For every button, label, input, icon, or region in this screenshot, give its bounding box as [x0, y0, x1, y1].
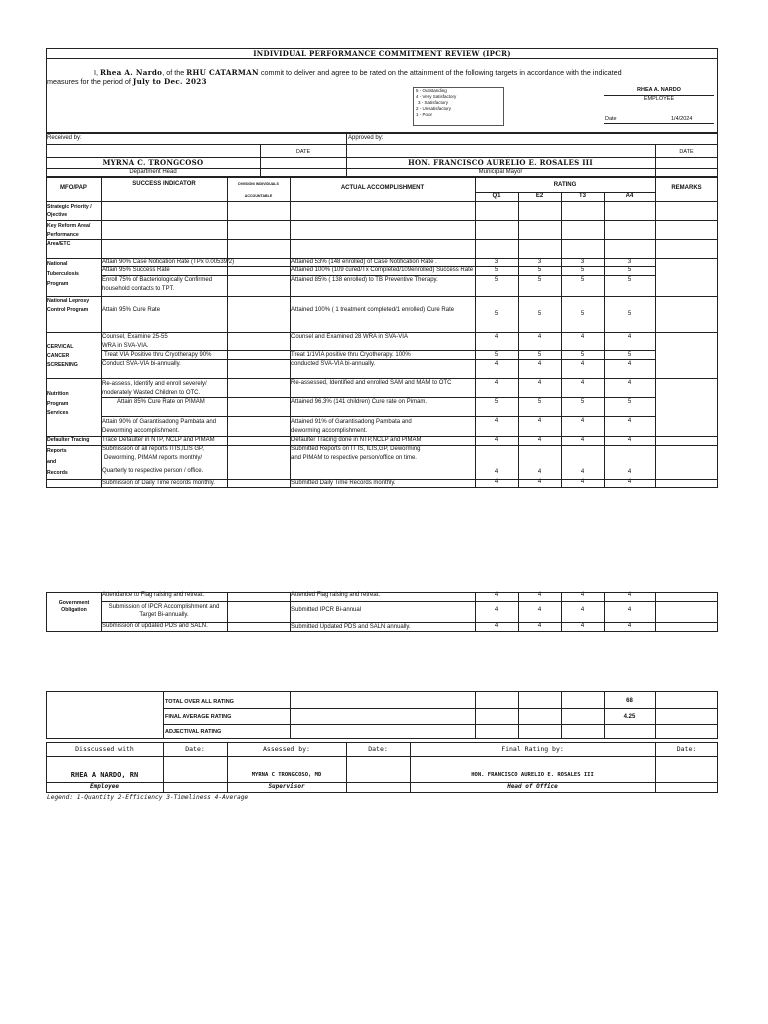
rating-e2-cell: 4 — [537, 607, 542, 613]
header-actual: ACTUAL ACCOMPLISHMENT — [340, 185, 425, 191]
actual-accomplishment-cell: conducted SVA-VIA bi-annually. — [291, 361, 376, 367]
table-header-line — [46, 201, 718, 202]
rating-q1-cell: 5 — [494, 277, 499, 283]
header-t3: T3 — [578, 193, 586, 199]
adjectival-rating-label: ADJECTIVAL RATING — [165, 729, 222, 735]
mayor-role: Municipal Mayor — [478, 169, 523, 175]
total-rating-label: TOTAL OVER ALL RATING — [165, 699, 234, 705]
row-line — [46, 378, 718, 379]
rating-q1-cell: 5 — [494, 352, 499, 358]
success-indicator-cell: Trace Defaulter in NTP, NCLP and PIMAM — [102, 437, 215, 443]
col-divider — [163, 691, 164, 739]
rating-e2-cell: 5 — [537, 277, 542, 283]
header-accountable: ACCOUNTABLE — [244, 194, 273, 198]
success-indicator-cell: Submission of Daily Time records monthly. — [102, 480, 215, 486]
actual-accomplishment-cell: Submitted Reports on IT IS, ILIS,GP, Deworming — [291, 446, 421, 452]
office-name: RHU CATARMAN — [186, 68, 259, 77]
rating-period: July to Dec. 2023 — [132, 77, 207, 86]
actual-accomplishment-cell: Attained 85% ( 138 enrolled) to TB Preventive Therapy. — [291, 277, 438, 283]
department-head-name: MYRNA C. TRONGCOSO — [102, 158, 204, 167]
commit-pre: I, — [94, 68, 100, 77]
assessed-date-label: Date: — [368, 745, 388, 753]
rating-t3-cell: 4 — [580, 592, 585, 598]
row-line — [163, 708, 718, 709]
rating-t3-cell: 4 — [580, 469, 585, 475]
rating-e2-cell: 5 — [537, 352, 542, 358]
header-q1: Q1 — [492, 193, 501, 199]
employee-footer-name: RHEA A NARDO, RN — [70, 771, 139, 779]
final-rating-label: Final Rating by: — [501, 745, 564, 753]
rating-a4-cell: 5 — [627, 267, 632, 273]
scale-item: 5 - Outstanding — [416, 88, 447, 93]
success-indicator-cell: Attain 95% Cure Rate — [102, 307, 161, 313]
col-divider — [655, 592, 656, 632]
approved-date-label: DATE — [679, 149, 694, 155]
discussed-with-label: Disscussed with — [75, 745, 134, 753]
rating-a4-cell: 4 — [627, 418, 632, 424]
rating-t3-cell: 5 — [580, 352, 585, 358]
commitment-line-1 — [94, 68, 622, 77]
rating-a4-cell: 5 — [627, 277, 632, 283]
rating-a4-cell: 4 — [627, 623, 632, 629]
employee-signature-role: EMPLOYEE — [643, 96, 675, 102]
success-indicator-cell: Attain 90% Case Notication Rate (TPx 0.00539/2) — [102, 259, 235, 265]
row-line — [101, 350, 655, 351]
rating-t3-cell: 4 — [580, 437, 585, 443]
rating-e2-cell: 5 — [537, 311, 542, 317]
actual-accomplishment-cell: Attained 91% of Garantisadong Pambata and deworming accomplishment. — [291, 419, 412, 434]
final-date-label: Date: — [676, 745, 697, 753]
rating-t3-cell: 4 — [580, 479, 585, 485]
head-footer-name: HON. FRANCISCO AURELIO E. ROSALES III — [471, 772, 594, 778]
header-mfo: MFO/PAP — [60, 185, 87, 191]
date-line — [604, 123, 714, 124]
rating-q1-cell: 4 — [494, 437, 499, 443]
header-title-divider — [46, 58, 718, 59]
rating-q1-cell: 5 — [494, 267, 499, 273]
row-line — [46, 756, 718, 757]
scale-item: 1 - Poor — [416, 112, 433, 117]
row-line — [101, 416, 655, 417]
rating-q1-cell: 4 — [494, 479, 499, 485]
rating-e2-cell: 5 — [537, 267, 542, 273]
success-indicator-cell: Attain 85% Cure Rate on PIMAM — [117, 399, 205, 405]
document-title: INDIVIDUAL PERFORMANCE COMMITMENT REVIEW (IPCR) — [253, 49, 511, 58]
rating-t3-cell: 4 — [580, 361, 585, 367]
success-indicator-cell: Quarterly to respective person / office. — [102, 468, 204, 474]
actual-accomplishment-cell: Submitted Daily Time Records monthly. — [291, 480, 396, 486]
success-indicator-cell: Attendance to Flag raising and retreat. — [102, 592, 205, 598]
employee-name-inline: Rhea A. Nardo — [100, 68, 163, 77]
rating-e2-cell: 4 — [537, 469, 542, 475]
head-footer-role: Head of Office — [507, 783, 558, 790]
assessed-by-label: Assessed by: — [263, 745, 310, 753]
actual-accomplishment-cell: Attained 96.3% (141 children) Cure rate on Pimam. — [291, 399, 428, 405]
rating-t3-cell: 5 — [580, 311, 585, 317]
section-ntp: National Tuberculosis Program — [47, 261, 79, 287]
signoff-line — [46, 144, 718, 145]
rating-t3-cell: 4 — [580, 418, 585, 424]
row-line — [101, 359, 655, 360]
rating-a4-cell: 4 — [627, 592, 632, 598]
actual-accomplishment-cell: Submitted Updated PDS and SALN annually. — [291, 624, 411, 630]
rating-a4-cell: 4 — [627, 479, 632, 485]
header-e2: E2 — [535, 193, 544, 199]
rating-q1-cell: 4 — [494, 361, 499, 367]
rating-t3-cell: 4 — [580, 607, 585, 613]
scale-item: 3 - Satisfactory — [418, 100, 449, 105]
rating-e2-cell: 3 — [537, 259, 542, 265]
actual-accomplishment-cell: Attended Flag raising and retreat. — [291, 592, 381, 598]
department-head-role: Department Head — [129, 169, 177, 175]
commit-line2-pre: measures for the period of — [47, 77, 133, 86]
scale-item: 4 - Very Satisfactory — [416, 94, 457, 99]
commit-mid: , of the — [162, 68, 187, 77]
row-line — [101, 601, 718, 602]
rating-q1-cell: 5 — [494, 399, 499, 405]
section-strategic: Strategic Priority / Ojective — [47, 204, 92, 218]
success-indicator-cell: Attain 95% Success Rate — [102, 267, 170, 273]
rating-q1-cell: 4 — [494, 623, 499, 629]
section-cervical: CERVICAL CANCER SCREENING — [47, 344, 78, 368]
success-indicator-cell: Attain 90% of Garantisadong Pambata and Deworming accomplishment. — [102, 419, 217, 434]
actual-accomplishment-cell: Counsel and Examined 28 WRA in SVA-VIA — [291, 334, 408, 340]
rating-q1-cell: 4 — [494, 380, 499, 386]
rating-a4-cell: 4 — [627, 380, 632, 386]
commit-post: commit to deliver and agree to be rated on the attainment of the following targets in accordance with the indicated — [258, 68, 622, 77]
actual-accomplishment-cell: and PIMAM to respective person/office on time. — [291, 455, 417, 461]
success-indicator-cell: Re-assess, Identify and enroll severely/ moderately Wasted Children to OTC. — [102, 381, 207, 396]
success-indicator-cell: Conduct SVA-VIA bi-annually. — [102, 361, 181, 367]
success-indicator-cell: Enroll 75% of Bacteriologically Confirmed household contacts to TPT. — [102, 277, 213, 292]
rating-q1-cell: 4 — [494, 607, 499, 613]
supervisor-footer-name: MYRNA C TRONGCOSO, MD — [251, 772, 322, 778]
actual-accomplishment-cell: Attained 100% (109 cured/Tx Completed/109enrolled) Success Rate — [291, 267, 474, 273]
final-average-label: FINAL AVERAGE RATING — [165, 714, 232, 720]
section-leprosy: National Leprosy Control Program — [47, 298, 90, 313]
rating-q1-cell: 4 — [494, 418, 499, 424]
rating-t3-cell: 3 — [580, 259, 585, 265]
rating-e2-cell: 4 — [537, 592, 542, 598]
rating-a4-cell: 5 — [627, 311, 632, 317]
total-rating-value: 68 — [626, 698, 633, 704]
rating-e2-cell: 4 — [537, 380, 542, 386]
rating-t3-cell: 4 — [580, 380, 585, 386]
success-indicator-cell: Submission of updated PDS and SALN. — [102, 623, 208, 629]
actual-accomplishment-cell: Defaulter Tracing done in NTP,NCLP and PIMAM — [291, 437, 422, 443]
success-indicator-cell: Deworming, PIMAM reports monthly/ — [104, 455, 203, 461]
success-indicator-cell: Submission of all reports ITIS,ILIS GP, — [102, 446, 204, 452]
row-line — [163, 724, 718, 725]
rating-e2-cell: 4 — [537, 334, 542, 340]
approved-by-label: Approved by: — [348, 135, 384, 141]
actual-accomplishment-cell: Re-assessed, Identified and enrolled SAM and MAM to OTC — [291, 380, 452, 386]
header-a4: A4 — [625, 193, 634, 199]
rating-a4-cell: 4 — [627, 334, 632, 340]
header-division: DIVISION/ INDIVIDUALS — [238, 182, 279, 186]
actual-accomplishment-cell: Submitted IPCR Bi-annual — [291, 607, 362, 613]
rating-e2-cell: 4 — [537, 361, 542, 367]
rating-t3-cell: 5 — [580, 267, 585, 273]
col-divider — [227, 592, 228, 632]
rating-q1-cell: 4 — [494, 469, 499, 475]
rating-t3-cell: 5 — [580, 277, 585, 283]
employee-footer-role: Employee — [90, 783, 119, 790]
section-key-reform: Key Reform Area/ Performance Area/ETC — [47, 223, 91, 247]
date-label: Date — [605, 116, 617, 122]
rating-q1-cell: 4 — [494, 334, 499, 340]
actual-accomplishment-cell: Attained 53% (148 enrolled) of Case Notification Rate . — [291, 259, 437, 265]
rating-a4-cell: 5 — [627, 399, 632, 405]
legend: Legend: 1-Quantity 2-Efficiency 3-Timeliness 4-Average — [47, 794, 249, 801]
employee-signature-name: RHEA A. NARDO — [637, 87, 681, 93]
rating-a4-cell: 4 — [627, 437, 632, 443]
section-defaulter: Defaulter Tracing — [47, 437, 90, 443]
section-reports: Reports and Records — [47, 448, 68, 476]
rating-q1-cell: 5 — [494, 311, 499, 317]
col-divider — [655, 691, 656, 739]
rating-t3-cell: 4 — [580, 623, 585, 629]
row-line — [46, 296, 718, 297]
rating-q1-cell: 4 — [494, 592, 499, 598]
commitment-line-2 — [47, 77, 207, 86]
scale-item: 2 - Unsatisfactory — [416, 106, 452, 111]
rating-e2-cell: 4 — [537, 418, 542, 424]
final-average-value: 4.25 — [623, 714, 636, 720]
rating-e2-cell: 5 — [537, 399, 542, 405]
discussed-date-label: Date: — [185, 745, 205, 753]
rating-a4-cell: 5 — [627, 352, 632, 358]
rating-t3-cell: 4 — [580, 334, 585, 340]
rating-e2-cell: 4 — [537, 437, 542, 443]
header-remarks: REMARKS — [671, 185, 702, 191]
header-rating: RATING — [553, 182, 577, 188]
rating-e2-cell: 4 — [537, 623, 542, 629]
supervisor-footer-role: Supervisor — [268, 783, 305, 790]
row-line — [46, 220, 718, 221]
success-indicator-cell: Submission of IPCR Accomplishment and Target Bi-annually. — [108, 604, 220, 618]
section-government-obligation: Government Obligation — [58, 600, 90, 613]
rating-t3-cell: 5 — [580, 399, 585, 405]
rating-a4-cell: 4 — [627, 607, 632, 613]
actual-accomplishment-cell: Attained 100% ( 1 treatment completed/1 enrolled) Cure Rate — [291, 307, 455, 313]
rating-a4-cell: 3 — [627, 259, 632, 265]
success-indicator-cell: Treat VIA Positive thru Cryotherapy 90% — [104, 352, 212, 358]
mayor-name: HON. FRANCISCO AURELIO E. ROSALES III — [408, 158, 593, 167]
col-divider — [561, 691, 562, 739]
col-divider — [475, 691, 476, 739]
rating-q1-cell: 3 — [494, 259, 499, 265]
actual-accomplishment-cell: Treat 1/1VIA positive thru Cryotherapy. 100% — [291, 352, 411, 358]
col-divider — [290, 691, 291, 739]
rating-e2-cell: 4 — [537, 479, 542, 485]
section-nutrition: Nutrition Program Services — [47, 391, 69, 416]
received-by-label: Received by: — [47, 135, 82, 141]
received-date-label: DATE — [295, 149, 311, 155]
row-line — [46, 239, 718, 240]
rating-a4-cell: 4 — [627, 469, 632, 475]
success-indicator-cell: Counsel, Examine 25-55 WRA in SVA-VIA. — [102, 334, 168, 349]
rating-a4-cell: 4 — [627, 361, 632, 367]
col-divider — [518, 691, 519, 739]
date-value: 1/4/2024 — [671, 116, 693, 122]
header-success-indicator: SUCCESS INDICATOR — [132, 181, 196, 187]
